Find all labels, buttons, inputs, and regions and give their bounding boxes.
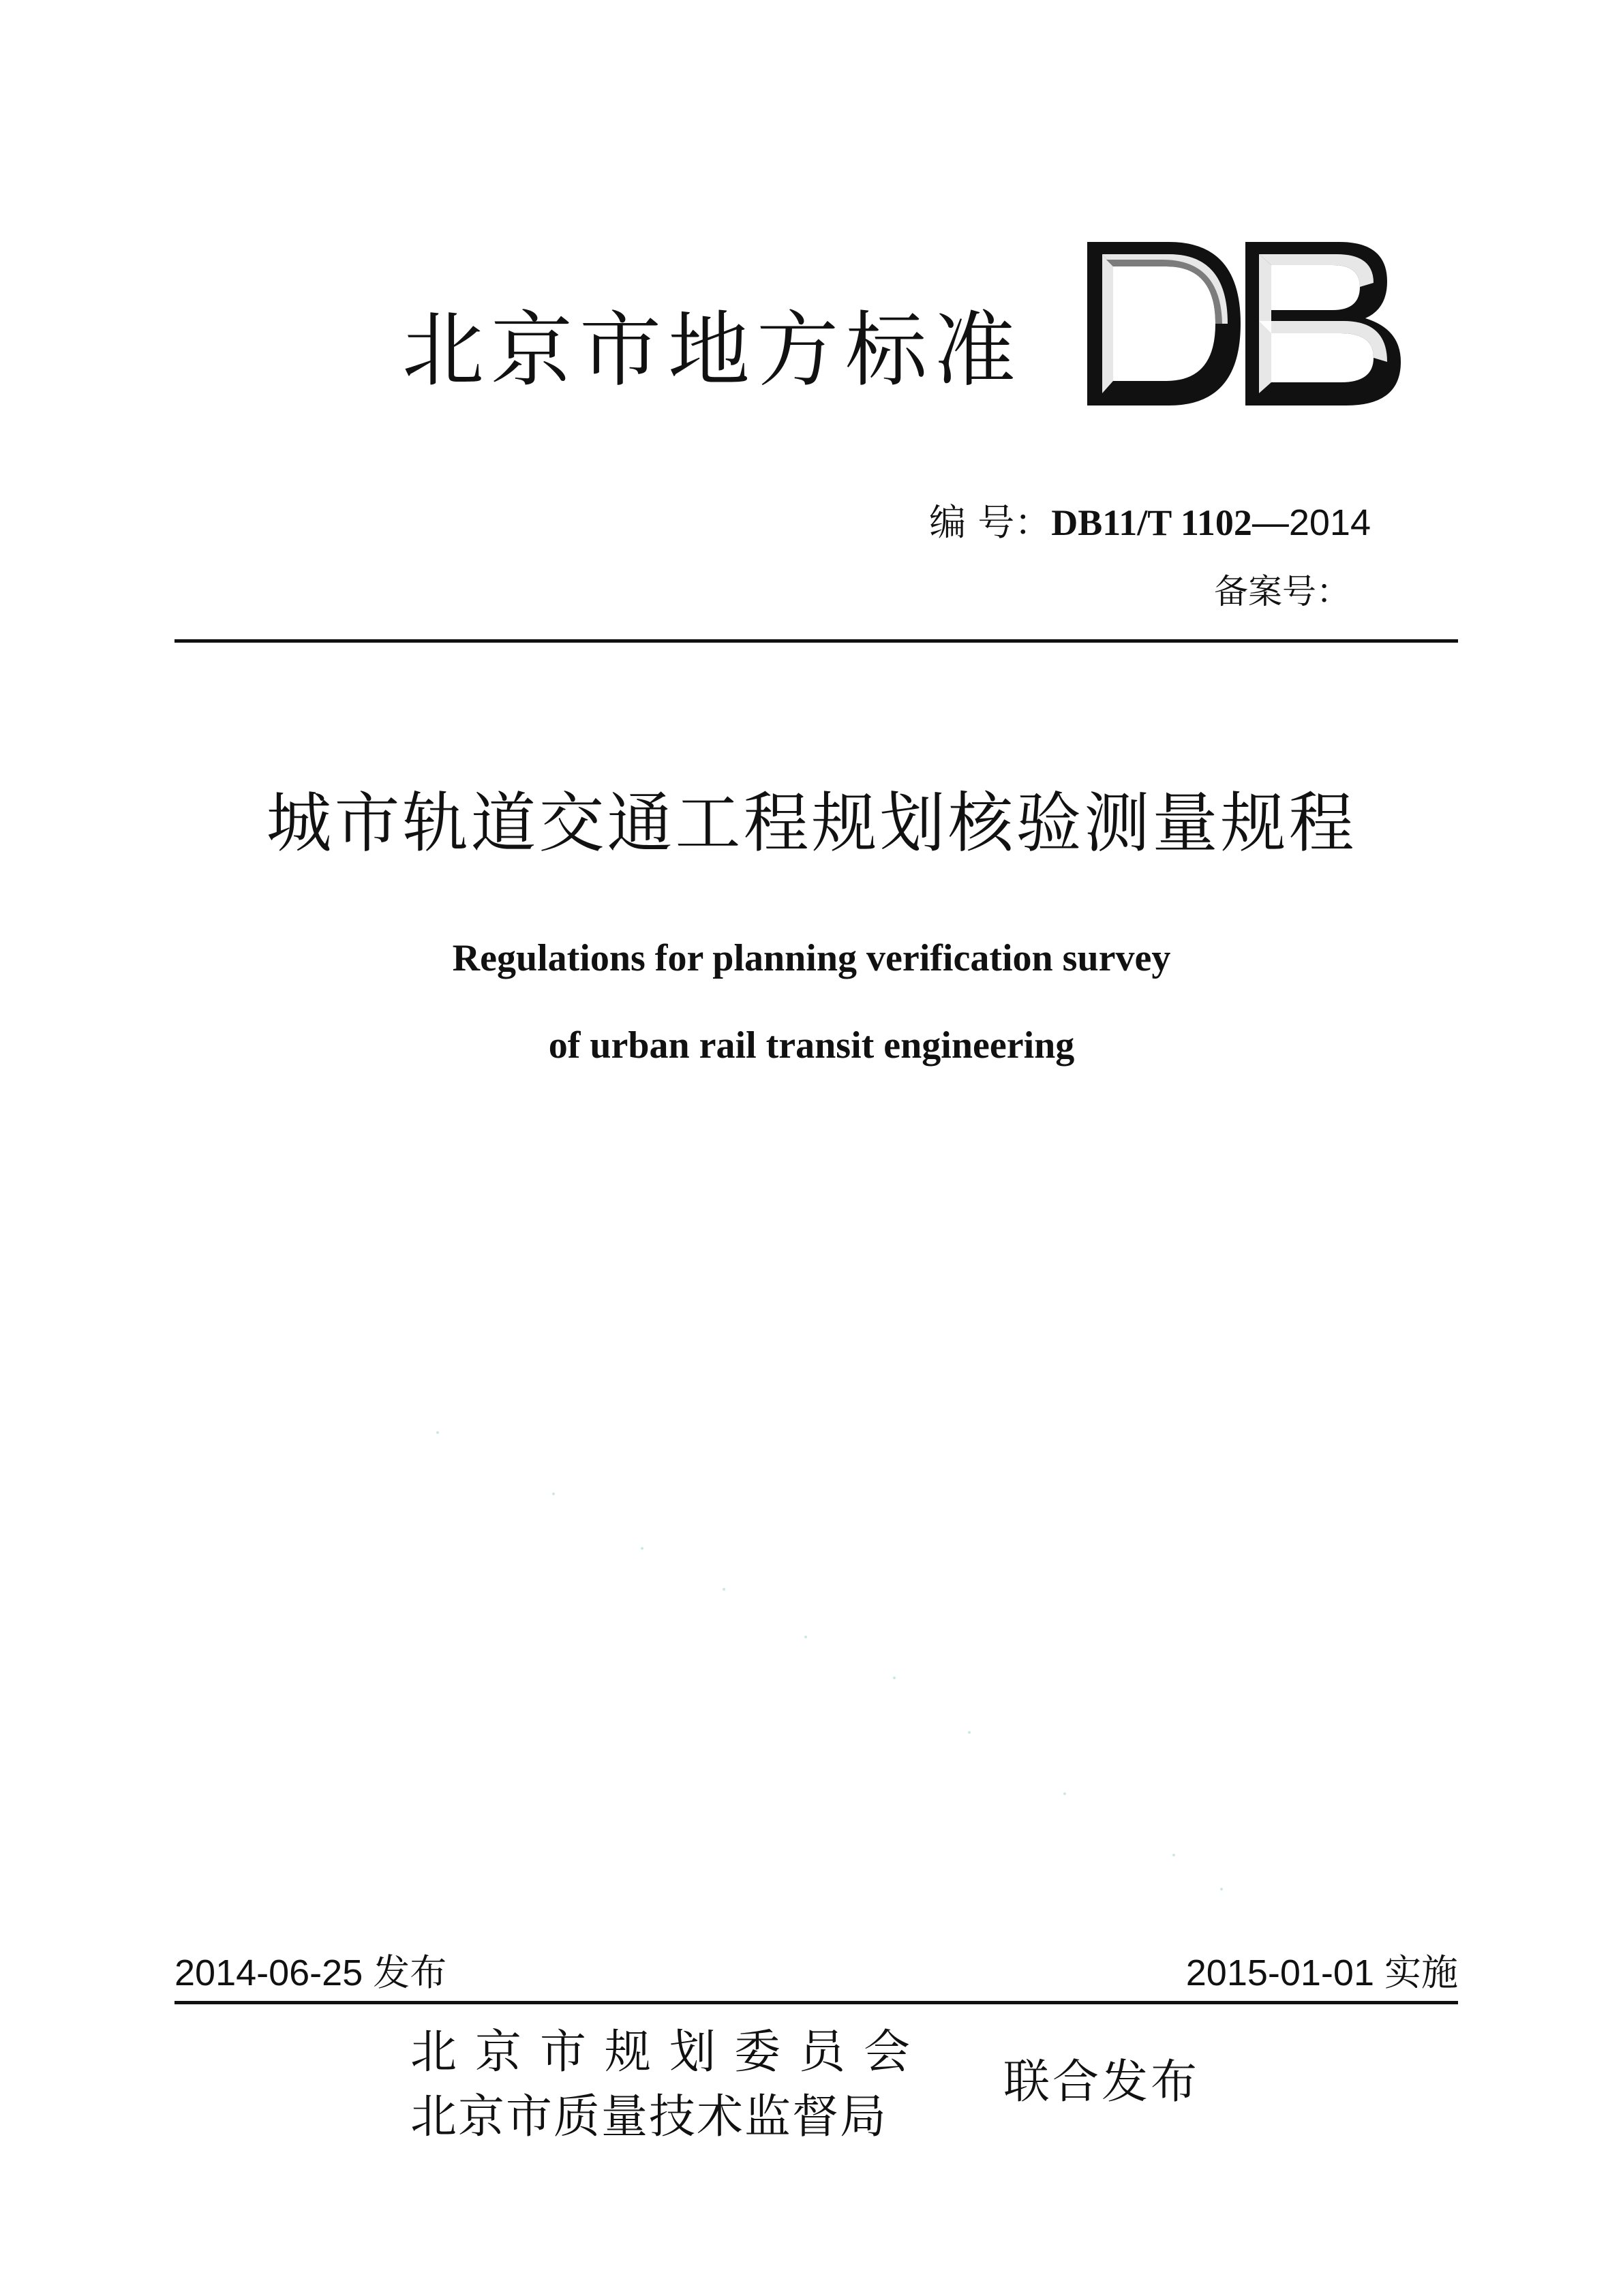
document-title-english-line2: of urban rail transit engineering — [548, 1024, 1075, 1067]
issuer-planning-commission: 北京市规划委员会 — [410, 2025, 929, 2079]
document-title-english-line1: Regulations for planning verification survey — [452, 937, 1171, 979]
effective-date-label: 实施 — [1384, 1951, 1458, 1994]
publish-date-label: 发布 — [373, 1951, 447, 1994]
standard-number — [929, 501, 1371, 544]
number-dash: — — [1252, 502, 1289, 543]
db-logo — [1087, 242, 1401, 405]
number-year: 2014 — [1288, 502, 1371, 543]
effective-date-value: 2015-01-01 — [1185, 1953, 1374, 1993]
joint-publication-label: 联合发布 — [1003, 2055, 1200, 2109]
publish-date-value: 2014-06-25 — [175, 1953, 363, 1993]
effective-date — [1185, 1951, 1458, 1994]
document-title-chinese: 城市轨道交通工程规划核验测量规程 — [266, 785, 1357, 861]
top-divider — [175, 639, 1458, 643]
standard-type-heading: 北京市地方标准 — [402, 303, 1022, 398]
number-label: 编 号： — [929, 501, 1052, 544]
bottom-divider — [175, 2001, 1458, 2004]
record-number-label: 备案号： — [1214, 572, 1350, 611]
issuer-quality-bureau: 北京市质量技术监督局 — [410, 2090, 888, 2144]
number-code: DB11/T 1102 — [1051, 502, 1252, 543]
publish-date — [175, 1951, 447, 1994]
